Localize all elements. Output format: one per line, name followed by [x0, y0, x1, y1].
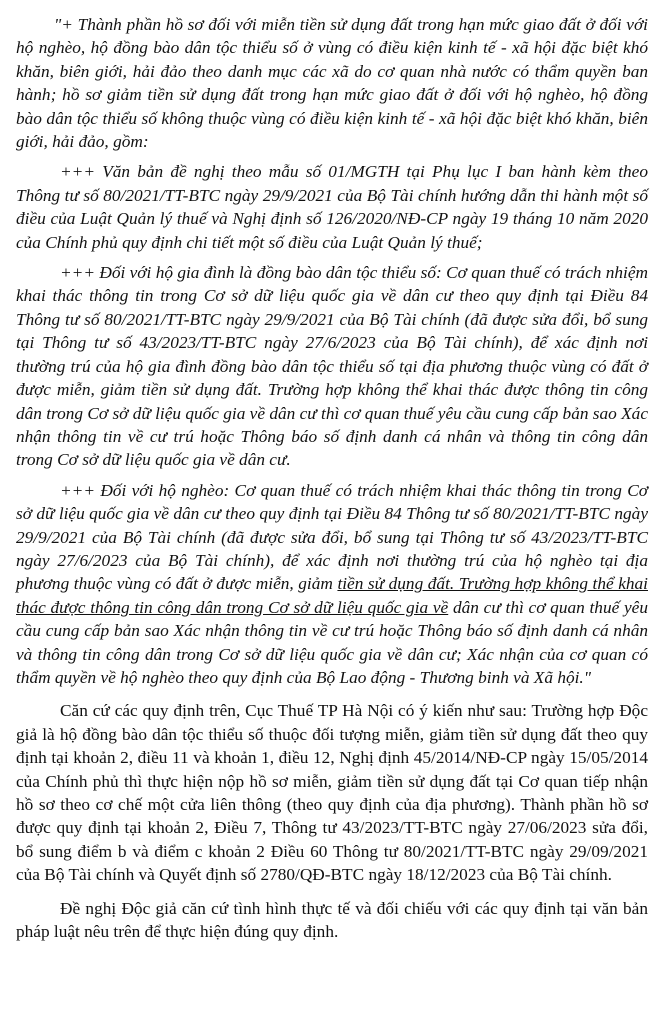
recommendation-paragraph: Đề nghị Độc giả căn cứ tình hình thực tế và đối chiếu với các quy định tại văn bản pháp luật nêu trên để thực hiện đúng quy định. — [16, 898, 648, 942]
quoted-paragraph-dossier-components: "+ Thành phần hồ sơ đối với miễn tiền sử dụng đất trong hạn mức giao đất ở đối với hộ nghèo, hộ đồng bào dân tộc thiểu số ở vùng có điều kiện kinh tế - xã hội đặc biệt khó khăn, biên giới, hải đảo theo danh mục các xã do cơ quan nhà nước có thẩm quyền ban hành; hồ sơ giảm tiền sử dụng đất trong hạn mức giao đất ở đối với hộ nghèo, hộ đồng bào dân tộc thiểu số không thuộc vùng có điều kiện kinh tế - xã hội đặc biệt khó khăn, biên giới, hải đảo, gồm: — [16, 15, 648, 152]
quoted-paragraph-poor-households — [16, 479, 648, 690]
poor-households-text-start: +++ Đối với hộ nghèo: Cơ quan thuế có trách nhiệm khai thác thông tin trong Cơ sở dữ liệu quốc gia về dân cư theo quy định tại Điều 84 Thông tư số 80/2021/TT-BTC ngày 29/9/2021 của Bộ Tài chính (đã được sửa đổi, bổ sung tại Thông tư số 43/2023/TT-BTC ngày 27/6/2023 của Bộ Tài chính), để xác định nơi thường trú của hộ nghèo tại địa phương thuộc vùng có đất ở được miễn, giảm — [16, 480, 648, 594]
quoted-paragraph-ethnic-minority-households: +++ Đối với hộ gia đình là đồng bào dân tộc thiểu số: Cơ quan thuế có trách nhiệm khai thác thông tin trong Cơ sở dữ liệu quốc gia về dân cư theo quy định tại Điều 84 Thông tư số 80/2021/TT-BTC ngày 29/9/2021 của Bộ Tài chính (đã được sửa đổi, bổ sung tại Thông tư số 43/2023/TT-BTC ngày 27/6/2023 của Bộ Tài chính), để xác định nơi thường trú của hộ gia đình đồng bào dân tộc thiểu số tại địa phương thuộc vùng có đất ở được miễn, giảm tiền sử dụng đất. Trường hợp không thể khai thác được thông tin công dân trong Cơ sở dữ liệu quốc gia về dân cư thì cơ quan thuế yêu cầu cung cấp bản sao Xác nhận thông tin về cư trú hoặc Thông báo số định danh cá nhân và thông tin công dân trong Cơ sở dữ liệu quốc gia về dân cư. — [16, 263, 648, 470]
poor-households-underlined-text: tiền sử dụng đất. Trường hợp không thể khai thác được thông tin công dân trong Cơ sở dữ liệu quốc gia về — [16, 574, 648, 617]
quoted-paragraph-request-form: +++ Văn bản đề nghị theo mẫu số 01/MGTH tại Phụ lục I ban hành kèm theo Thông tư số 80/2021/TT-BTC ngày 29/9/2021 của Bộ Tài chính hướng dẫn thi hành một số điều của Luật Quản lý thuế và Nghị định số 126/2020/NĐ-CP ngày 19 tháng 10 năm 2020 của Chính phủ quy định chi tiết một số điều của Luật Quản lý thuế; — [16, 162, 648, 252]
tax-department-opinion-paragraph: Căn cứ các quy định trên, Cục Thuế TP Hà Nội có ý kiến như sau: Trường hợp Độc giả là hộ đồng bào dân tộc thiểu số thuộc đối tượng miễn, giảm tiền sử dụng đất theo quy định tại khoản 2, điều 11 và khoản 1, điều 12, Nghị định 45/2014/NĐ-CP ngày 15/05/2014 của Chính phủ thì thực hiện nộp hồ sơ miễn, giảm tiền sử dụng đất tại Cơ quan tiếp nhận hồ sơ theo cơ chế một cửa liên thông (theo quy định của địa phương). Thành phần hồ sơ được quy định tại khoản 2, Điều 7, Thông tư 43/2023/TT-BTC ngày 27/06/2023 sửa đổi, bổ sung điểm b và điểm c khoản 2 Điều 60 Thông tư 80/2021/TT-BTC ngày 29/09/2021 của Bộ Tài chính và Quyết định số 2780/QĐ-BTC ngày 18/12/2023 của Bộ Tài chính. — [16, 701, 648, 885]
poor-households-text-end: dân cư thì cơ quan thuế yêu cầu cung cấp bản sao Xác nhận thông tin về cư trú hoặc Thông báo số định danh cá nhân và thông tin công dân trong Cơ sở dữ liệu quốc gia về dân cư; Xác nhận của cơ quan có thẩm quyền về hộ nghèo theo quy định của Bộ Lao động - Thương binh và Xã hội." — [16, 597, 648, 687]
